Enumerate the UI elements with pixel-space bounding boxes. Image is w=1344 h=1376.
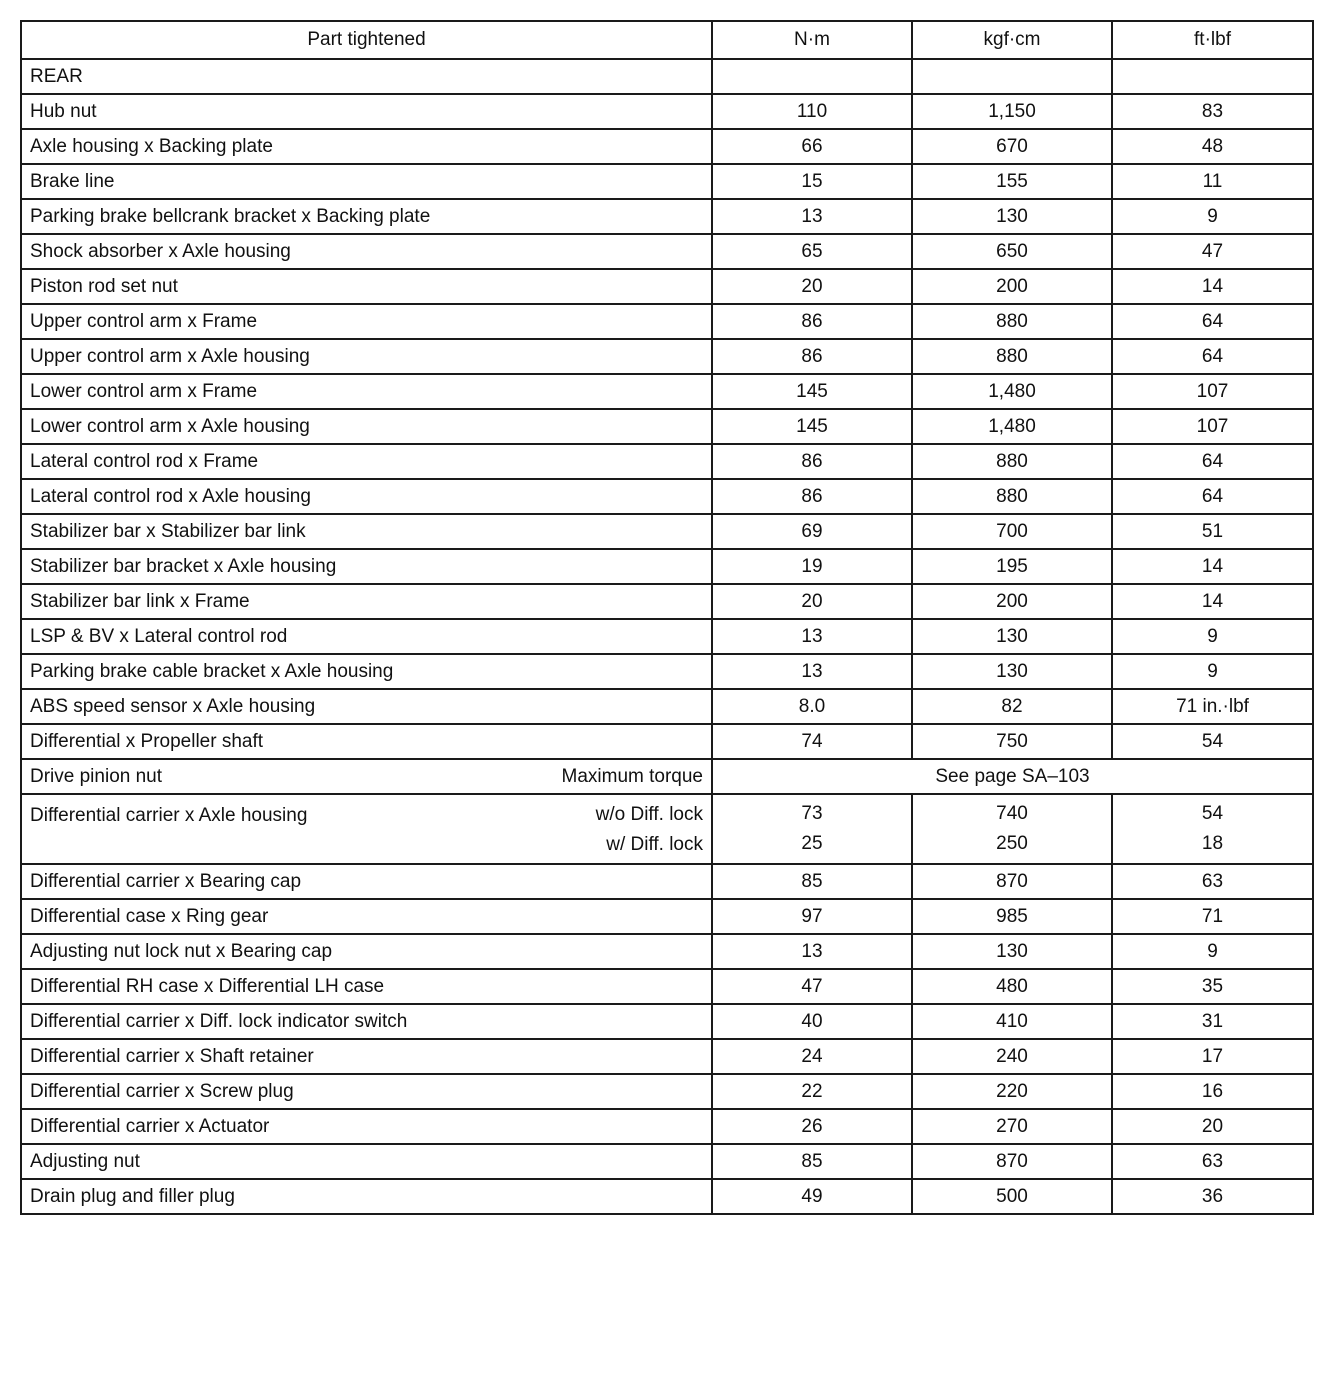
cell-nm: 13 (712, 934, 912, 969)
table-row (21, 409, 1313, 444)
cell-nm: 85 (712, 864, 912, 899)
table-row (21, 94, 1313, 129)
cell-part: Shock absorber x Axle housing (21, 234, 712, 269)
cell-part: Differential RH case x Differential LH case (21, 969, 712, 1004)
cell-ftlbf: 47 (1112, 234, 1313, 269)
cell-nm: 74 (712, 724, 912, 759)
cell-nm: 47 (712, 969, 912, 1004)
cell-ftlbf: 51 (1112, 514, 1313, 549)
table-row (21, 374, 1313, 409)
header-nm: N·m (712, 21, 912, 59)
cell-ftlbf: 107 (1112, 374, 1313, 409)
cell-part: Lateral control rod x Frame (21, 444, 712, 479)
cell-nm: 49 (712, 1179, 912, 1214)
carrier-ftlbf-1: 54 (1201, 803, 1224, 824)
cell-kgfcm: 1,480 (912, 374, 1112, 409)
cell-nm: 145 (712, 374, 912, 409)
cell-nm: 85 (712, 1144, 912, 1179)
cell-nm: 97 (712, 899, 912, 934)
cell-nm: 20 (712, 584, 912, 619)
carrier-part: Differential carrier x Axle housing (30, 805, 308, 826)
cell-part: Adjusting nut lock nut x Bearing cap (21, 934, 712, 969)
pinion-part-cell (21, 759, 712, 794)
cell-part: Differential case x Ring gear (21, 899, 712, 934)
cell-ftlbf: 54 (1112, 724, 1313, 759)
table-row (21, 129, 1313, 164)
cell-nm: 66 (712, 129, 912, 164)
carrier-notes (596, 800, 703, 860)
table-row (21, 1004, 1313, 1039)
cell-kgfcm: 200 (912, 269, 1112, 304)
table-row (21, 199, 1313, 234)
cell-part: Drain plug and filler plug (21, 1179, 712, 1214)
cell-kgfcm: 985 (912, 899, 1112, 934)
cell-ftlbf: 9 (1112, 654, 1313, 689)
cell-nm: 15 (712, 164, 912, 199)
cell-kgfcm: 220 (912, 1074, 1112, 1109)
cell-nm: 20 (712, 269, 912, 304)
cell-nm: 86 (712, 479, 912, 514)
table-body-special (21, 759, 1313, 864)
cell-nm: 13 (712, 654, 912, 689)
cell-nm: 8.0 (712, 689, 912, 724)
cell-ftlbf: 11 (1112, 164, 1313, 199)
table-row (21, 479, 1313, 514)
header-row (21, 21, 1313, 59)
cell-part: Lower control arm x Axle housing (21, 409, 712, 444)
cell-kgfcm: 195 (912, 549, 1112, 584)
cell-ftlbf: 64 (1112, 304, 1313, 339)
carrier-ftlbf-2: 18 (1201, 833, 1224, 854)
cell-ftlbf: 14 (1112, 549, 1313, 584)
carrier-nm-1: 73 (801, 803, 823, 824)
pinion-row (21, 759, 1313, 794)
table-row (21, 1179, 1313, 1214)
table-row (21, 234, 1313, 269)
cell-kgfcm: 410 (912, 1004, 1112, 1039)
carrier-kgfcm-2: 250 (996, 833, 1028, 854)
cell-kgfcm: 870 (912, 864, 1112, 899)
cell-ftlbf: 9 (1112, 199, 1313, 234)
cell-kgfcm: 82 (912, 689, 1112, 724)
empty-cell (712, 59, 912, 94)
carrier-nm-cell (712, 794, 912, 864)
cell-kgfcm: 1,150 (912, 94, 1112, 129)
cell-ftlbf: 20 (1112, 1109, 1313, 1144)
pinion-ref: See page SA–103 (712, 759, 1313, 794)
table-row (21, 689, 1313, 724)
cell-part: Differential carrier x Diff. lock indicator switch (21, 1004, 712, 1039)
cell-nm: 86 (712, 304, 912, 339)
cell-part: Lower control arm x Frame (21, 374, 712, 409)
cell-nm: 110 (712, 94, 912, 129)
cell-kgfcm: 200 (912, 584, 1112, 619)
cell-part: Differential carrier x Actuator (21, 1109, 712, 1144)
table-row (21, 1109, 1313, 1144)
table-row (21, 164, 1313, 199)
cell-ftlbf: 31 (1112, 1004, 1313, 1039)
cell-ftlbf: 14 (1112, 269, 1313, 304)
cell-ftlbf: 35 (1112, 969, 1313, 1004)
cell-part: Stabilizer bar bracket x Axle housing (21, 549, 712, 584)
cell-ftlbf: 64 (1112, 444, 1313, 479)
carrier-note-with-lock: w/ Diff. lock (606, 834, 703, 855)
cell-part: Differential x Propeller shaft (21, 724, 712, 759)
cell-part: Upper control arm x Axle housing (21, 339, 712, 374)
cell-ftlbf: 9 (1112, 934, 1313, 969)
cell-kgfcm: 650 (912, 234, 1112, 269)
carrier-row (21, 794, 1313, 864)
table-row (21, 549, 1313, 584)
cell-nm: 26 (712, 1109, 912, 1144)
carrier-kgfcm-cell (912, 794, 1112, 864)
cell-ftlbf: 64 (1112, 479, 1313, 514)
cell-ftlbf: 71 in.·lbf (1112, 689, 1313, 724)
table-row (21, 1039, 1313, 1074)
cell-kgfcm: 130 (912, 619, 1112, 654)
table-row (21, 444, 1313, 479)
table-body-top (21, 59, 1313, 759)
table-row (21, 1144, 1313, 1179)
cell-ftlbf: 14 (1112, 584, 1313, 619)
cell-nm: 19 (712, 549, 912, 584)
cell-part: Stabilizer bar link x Frame (21, 584, 712, 619)
header-kgfcm: kgf·cm (912, 21, 1112, 59)
cell-part: Lateral control rod x Axle housing (21, 479, 712, 514)
torque-spec-table (20, 20, 1314, 1215)
header-ftlbf: ft·lbf (1112, 21, 1313, 59)
table-row (21, 269, 1313, 304)
cell-kgfcm: 750 (912, 724, 1112, 759)
cell-kgfcm: 240 (912, 1039, 1112, 1074)
cell-ftlbf: 71 (1112, 899, 1313, 934)
cell-part: Piston rod set nut (21, 269, 712, 304)
cell-nm: 13 (712, 199, 912, 234)
cell-nm: 86 (712, 339, 912, 374)
cell-part: Differential carrier x Bearing cap (21, 864, 712, 899)
table-row (21, 899, 1313, 934)
empty-cell (912, 59, 1112, 94)
cell-part: Stabilizer bar x Stabilizer bar link (21, 514, 712, 549)
table-row (21, 654, 1313, 689)
cell-ftlbf: 107 (1112, 409, 1313, 444)
cell-kgfcm: 700 (912, 514, 1112, 549)
section-label: REAR (21, 59, 712, 94)
empty-cell (1112, 59, 1313, 94)
table-row (21, 514, 1313, 549)
carrier-note-without-lock: w/o Diff. lock (595, 804, 703, 825)
cell-kgfcm: 130 (912, 934, 1112, 969)
cell-part: Adjusting nut (21, 1144, 712, 1179)
cell-ftlbf: 36 (1112, 1179, 1313, 1214)
header-part: Part tightened (21, 21, 712, 59)
cell-kgfcm: 270 (912, 1109, 1112, 1144)
cell-kgfcm: 880 (912, 479, 1112, 514)
cell-kgfcm: 880 (912, 304, 1112, 339)
table-row (21, 1074, 1313, 1109)
cell-kgfcm: 155 (912, 164, 1112, 199)
table-row (21, 304, 1313, 339)
cell-ftlbf: 63 (1112, 864, 1313, 899)
cell-nm: 69 (712, 514, 912, 549)
cell-kgfcm: 880 (912, 339, 1112, 374)
cell-part: Parking brake cable bracket x Axle housing (21, 654, 712, 689)
table-row (21, 619, 1313, 654)
cell-nm: 24 (712, 1039, 912, 1074)
cell-part: Brake line (21, 164, 712, 199)
cell-nm: 86 (712, 444, 912, 479)
cell-nm: 13 (712, 619, 912, 654)
cell-ftlbf: 16 (1112, 1074, 1313, 1109)
cell-ftlbf: 64 (1112, 339, 1313, 374)
cell-nm: 65 (712, 234, 912, 269)
table-body-bottom (21, 864, 1313, 1214)
cell-ftlbf: 9 (1112, 619, 1313, 654)
pinion-part: Drive pinion nut (30, 765, 163, 787)
table-row (21, 584, 1313, 619)
cell-kgfcm: 670 (912, 129, 1112, 164)
cell-ftlbf: 83 (1112, 94, 1313, 129)
table-row (21, 969, 1313, 1004)
cell-ftlbf: 63 (1112, 1144, 1313, 1179)
table-row (21, 724, 1313, 759)
cell-part: Differential carrier x Shaft retainer (21, 1039, 712, 1074)
table-row (21, 864, 1313, 899)
cell-part: Upper control arm x Frame (21, 304, 712, 339)
carrier-ftlbf-cell (1112, 794, 1313, 864)
cell-kgfcm: 130 (912, 199, 1112, 234)
cell-kgfcm: 880 (912, 444, 1112, 479)
cell-nm: 145 (712, 409, 912, 444)
cell-kgfcm: 870 (912, 1144, 1112, 1179)
cell-part: Parking brake bellcrank bracket x Backing plate (21, 199, 712, 234)
carrier-part-cell (21, 794, 712, 864)
cell-nm: 22 (712, 1074, 912, 1109)
cell-part: LSP & BV x Lateral control rod (21, 619, 712, 654)
cell-kgfcm: 480 (912, 969, 1112, 1004)
cell-part: ABS speed sensor x Axle housing (21, 689, 712, 724)
carrier-kgfcm-1: 740 (996, 803, 1028, 824)
cell-ftlbf: 48 (1112, 129, 1313, 164)
cell-part: Differential carrier x Screw plug (21, 1074, 712, 1109)
cell-kgfcm: 500 (912, 1179, 1112, 1214)
section-row (21, 59, 1313, 94)
cell-kgfcm: 130 (912, 654, 1112, 689)
cell-kgfcm: 1,480 (912, 409, 1112, 444)
pinion-note: Maximum torque (561, 765, 703, 787)
table-row (21, 339, 1313, 374)
table-row (21, 934, 1313, 969)
cell-part: Hub nut (21, 94, 712, 129)
cell-nm: 40 (712, 1004, 912, 1039)
cell-ftlbf: 17 (1112, 1039, 1313, 1074)
carrier-nm-2: 25 (801, 833, 823, 854)
cell-part: Axle housing x Backing plate (21, 129, 712, 164)
